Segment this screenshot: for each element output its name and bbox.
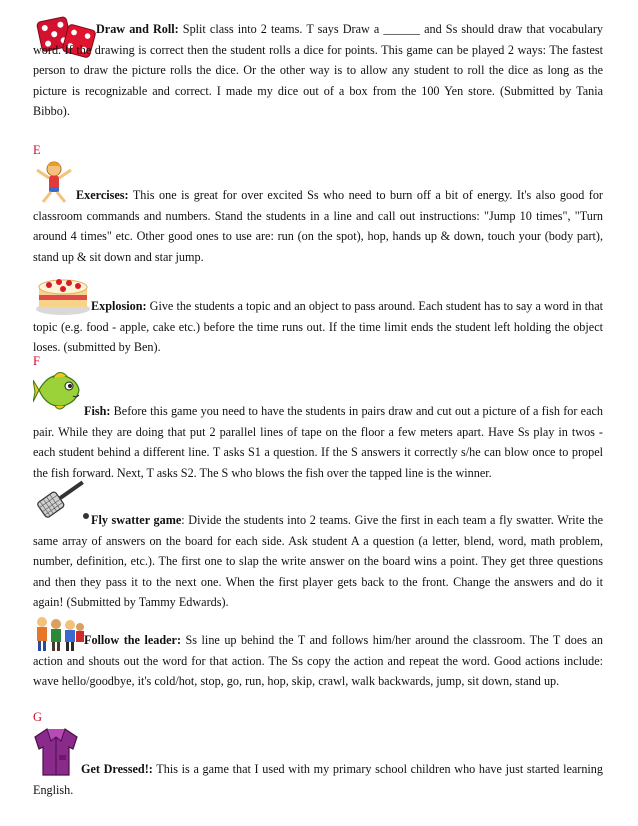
entry-text: This is a game that I used with my primary school children who have just started learning English. [33,762,603,797]
entry-title: Explosion: [91,299,147,313]
entry-exercises [33,185,603,267]
entry-text: This one is great for over excited Ss who need to burn off a bit of energy. It's also good for classroom commands and numbers. Stand the students in a line and call out instructions: "Jump 10 times", "Turn around 4 times" etc. Other good ones to use are: run (on the spot), hop, hands up & down, touch your (body part), stand up & sit down and star jump. [33,188,603,264]
entry-draw-and-roll [33,19,603,122]
entry-text: Before this game you need to have the students in pairs draw and cut out a picture of a fish for each pair. While they are doing that put 2 parallel lines of tape on the floor a few meters apart. Have Ss play in twos - each student behind a different line. T asks S1 a question. If the S answers it correctly s/he can blow once to propel the fish forward. Next, T asks S2. The S who blows the fish over the tapped line is the winner. [33,404,603,480]
entry-text: Split class into 2 teams. T says Draw a ______ and Ss should draw that vocabulary word. If the drawing is correct then the student rolls a dice for points. This game can be played 2 ways: The fastest person to draw the picture rolls the dice. Or the other way is to allow any student to roll the dice as long as the picture is recognizable and correct. I made my dice out of a box from the 100 Yen store. (Submitted by Tania Bibbo). [33,22,603,119]
entry-fish [33,401,603,483]
section-letter-e: E [33,143,41,157]
entry-text: Ss line up behind the T and follows him/her around the classroom. The T does an action and shouts out the word for that action. The Ss copy the action and repeat the word. Good actions include: wave hello/goodbye, it's cold/hot, stop, go, run, hop, skip, crawl, walk backwards, jump, sit down, stand up. [33,633,603,689]
entry-text: Give the students a topic and an object to pass around. Each student has to say a word in that topic (e.g. food - apple, cake etc.) before the time runs out. If the time limit ends the student left holding the object loses. (submitted by Ben). [33,299,603,355]
entry-explosion [33,296,603,358]
entry-title: Fly swatter game [91,513,182,527]
entry-title: Get Dressed!: [81,762,153,776]
entry-title: Exercises: [76,188,129,202]
entry-title: Follow the leader: [84,633,182,647]
entry-get-dressed [33,759,603,800]
entry-text: : Divide the students into 2 teams. Give the first in each team a fly swatter. Write the same array of answers on the board for each side. Ask student A a question (a letter, blend, word, math problem, number, definition, etc.). The first one to slap the write answer on the board wins a point. They get three questions and then they pass it to the next one. When the first player gets back to the front. Change the answers and do it again! (Submitted by Tammy Edwards). [33,513,603,610]
entry-title: Fish: [84,404,111,418]
section-letter-g: G [33,710,43,724]
entry-fly-swatter-game [33,510,603,613]
entry-title: Draw and Roll: [96,22,179,36]
section-letter-f: F [33,354,40,368]
entry-follow-the-leader [33,630,603,692]
